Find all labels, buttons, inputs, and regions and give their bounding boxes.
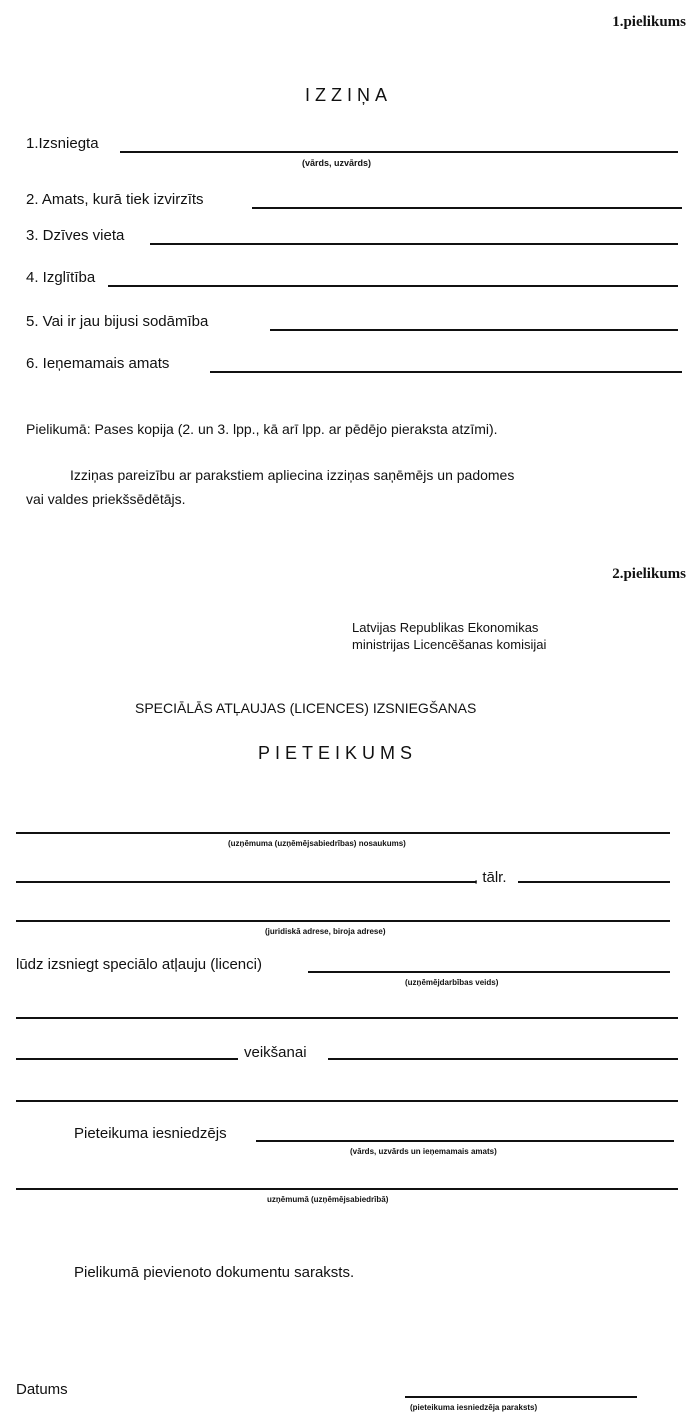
performing-line-left[interactable]	[16, 1058, 238, 1060]
enterprise-line[interactable]	[16, 1188, 678, 1190]
performing-label: veikšanai	[244, 1044, 307, 1061]
applicant-label: Pieteikuma iesniedzējs	[74, 1125, 227, 1142]
field-held-position-label: 6. Ieņemamais amats	[26, 355, 170, 372]
attachments-list-label: Pielikumā pievienoto dokumentu saraksts.	[74, 1264, 355, 1281]
enterprise-hint: uzņēmumā (uzņēmējsabiedrībā)	[267, 1195, 389, 1204]
field-position-line[interactable]	[252, 207, 682, 209]
signature-line[interactable]	[405, 1396, 637, 1398]
performing-line-right[interactable]	[328, 1058, 678, 1060]
field-issued-hint: (vārds, uzvārds)	[302, 158, 372, 168]
field-education-line[interactable]	[108, 285, 678, 287]
activity-line-2[interactable]	[16, 1017, 678, 1019]
field-issued-label: 1.Izsniegta	[26, 135, 99, 152]
field-residence-label: 3. Dzīves vieta	[26, 227, 125, 244]
company-name-hint: (uzņēmuma (uzņēmējsabiedrības) nosaukums)	[228, 839, 406, 848]
annex1-label: 1.pielikums	[612, 14, 686, 30]
addressee-line2: ministrijas Licencēšanas komisijai	[352, 637, 547, 652]
phone-line[interactable]	[518, 881, 670, 883]
company-name-line[interactable]	[16, 832, 670, 834]
annex1-title: IZZIŅA	[305, 85, 392, 105]
field-issued-line[interactable]	[120, 151, 678, 153]
field-residence-line[interactable]	[150, 243, 678, 245]
annex2-label: 2.pielikums	[612, 566, 686, 582]
annex2-title: PIETEIKUMS	[258, 743, 418, 763]
activity-line[interactable]	[308, 971, 670, 973]
address-hint: (juridiskā adrese, biroja adrese)	[265, 927, 386, 936]
date-label: Datums	[16, 1381, 68, 1398]
request-label: lūdz izsniegt speciālo atļauju (licenci)	[16, 956, 262, 973]
blank-line[interactable]	[16, 1100, 678, 1102]
activity-hint: (uzņēmējdarbības veids)	[405, 978, 499, 987]
field-convictions-label: 5. Vai ir jau bijusi sodāmība	[26, 313, 209, 330]
annex1-note-line1: Izziņas pareizību ar parakstiem apliecina izziņas saņēmējs un padomes	[70, 467, 515, 483]
annex1-note-line2: vai valdes priekšsēdētājs.	[26, 491, 186, 507]
applicant-line[interactable]	[256, 1140, 674, 1142]
address-line-2[interactable]	[16, 920, 670, 922]
field-education-label: 4. Izglītība	[26, 269, 96, 286]
annex2-heading: SPECIĀLĀS ATĻAUJAS (LICENCES) IZSNIEGŠANAS	[135, 700, 477, 716]
annex1-attachment: Pielikumā: Pases kopija (2. un 3. lpp., kā arī lpp. ar pēdējo pieraksta atzīmi).	[26, 421, 498, 437]
applicant-hint: (vārds, uzvārds un ieņemamais amats)	[350, 1147, 497, 1156]
field-position-label: 2. Amats, kurā tiek izvirzīts	[26, 191, 204, 208]
field-convictions-line[interactable]	[270, 329, 678, 331]
field-held-position-line[interactable]	[210, 371, 682, 373]
phone-label: , tālr.	[474, 869, 507, 886]
signature-hint: (pieteikuma iesniedzēja paraksts)	[410, 1403, 538, 1412]
address-line-1[interactable]	[16, 881, 476, 883]
addressee-line1: Latvijas Republikas Ekonomikas	[352, 620, 539, 635]
